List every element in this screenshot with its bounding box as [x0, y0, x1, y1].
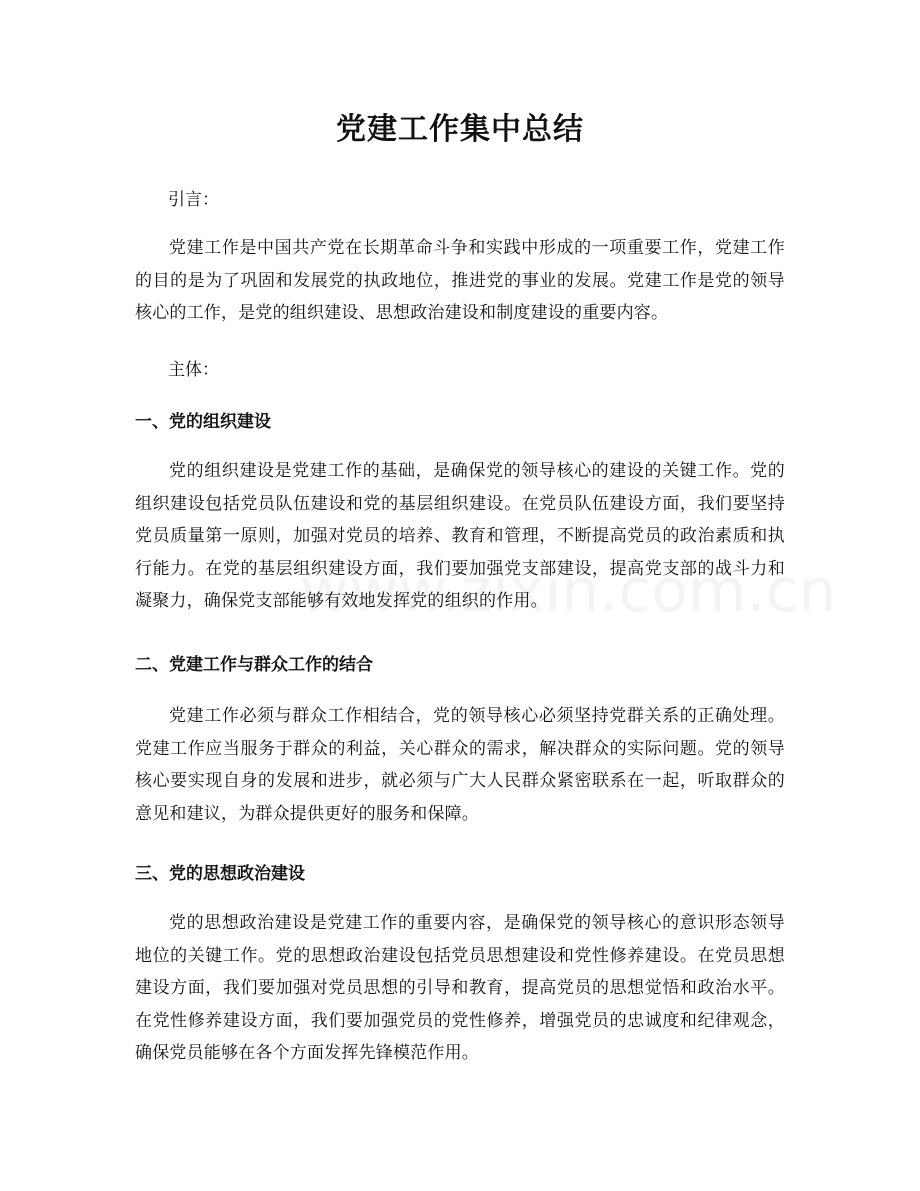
section-heading-masses: 二、党建工作与群众工作的结合 — [135, 655, 373, 675]
section-heading-organization: 一、党的组织建设 — [135, 412, 271, 432]
section-paragraph-ideology: 党的思想政治建设是党建工作的重要内容，是确保党的领导核心的意识形态领导地位的关键工作。党的思想政治建设包括党员思想建设和党性修养建设。在党员思想建设方面，我们要加强对党员思想的引导和教育，提高党员的思想觉悟和政治水平。在党性修养建设方面，我们要加强党员的党性修养，增强党员的忠诚度和纪律观念，确保党员能够在各个方面发挥先锋模范作用。 — [135, 913, 785, 1063]
section-paragraph-masses: 党建工作必须与群众工作相结合，党的领导核心必须坚持党群关系的正确处理。党建工作应当服务于群众的利益，关心群众的需求，解决群众的实际问题。党的领导核心要实现自身的发展和进步，就必须与广大人民群众紧密联系在一起，听取群众的意见和建议，为群众提供更好的服务和保障。 — [135, 706, 785, 824]
body-label: 主体： — [168, 360, 219, 380]
intro-paragraph: 党建工作是中国共产党在长期革命斗争和实践中形成的一项重要工作，党建工作的目的是为了巩固和发展党的执政地位，推进党的事业的发展。党建工作是党的领导核心的工作，是党的组织建设、思想政治建设和制度建设的重要内容。 — [135, 238, 785, 323]
page-title: 党建工作集中总结 — [336, 112, 584, 147]
intro-label: 引言： — [168, 190, 219, 210]
section-paragraph-organization: 党的组织建设是党建工作的基础，是确保党的领导核心的建设的关键工作。党的组织建设包括党员队伍建设和党的基层组织建设。在党员队伍建设方面，我们要坚持党员质量第一原则，加强对党员的培养、教育和管理，不断提高党员的政治素质和执行能力。在党的基层组织建设方面，我们要加强党支部建设，提高党支部的战斗力和凝聚力，确保党支部能够有效地发挥党的组织的作用。 — [135, 461, 785, 611]
section-heading-ideology: 三、党的思想政治建设 — [135, 864, 305, 884]
